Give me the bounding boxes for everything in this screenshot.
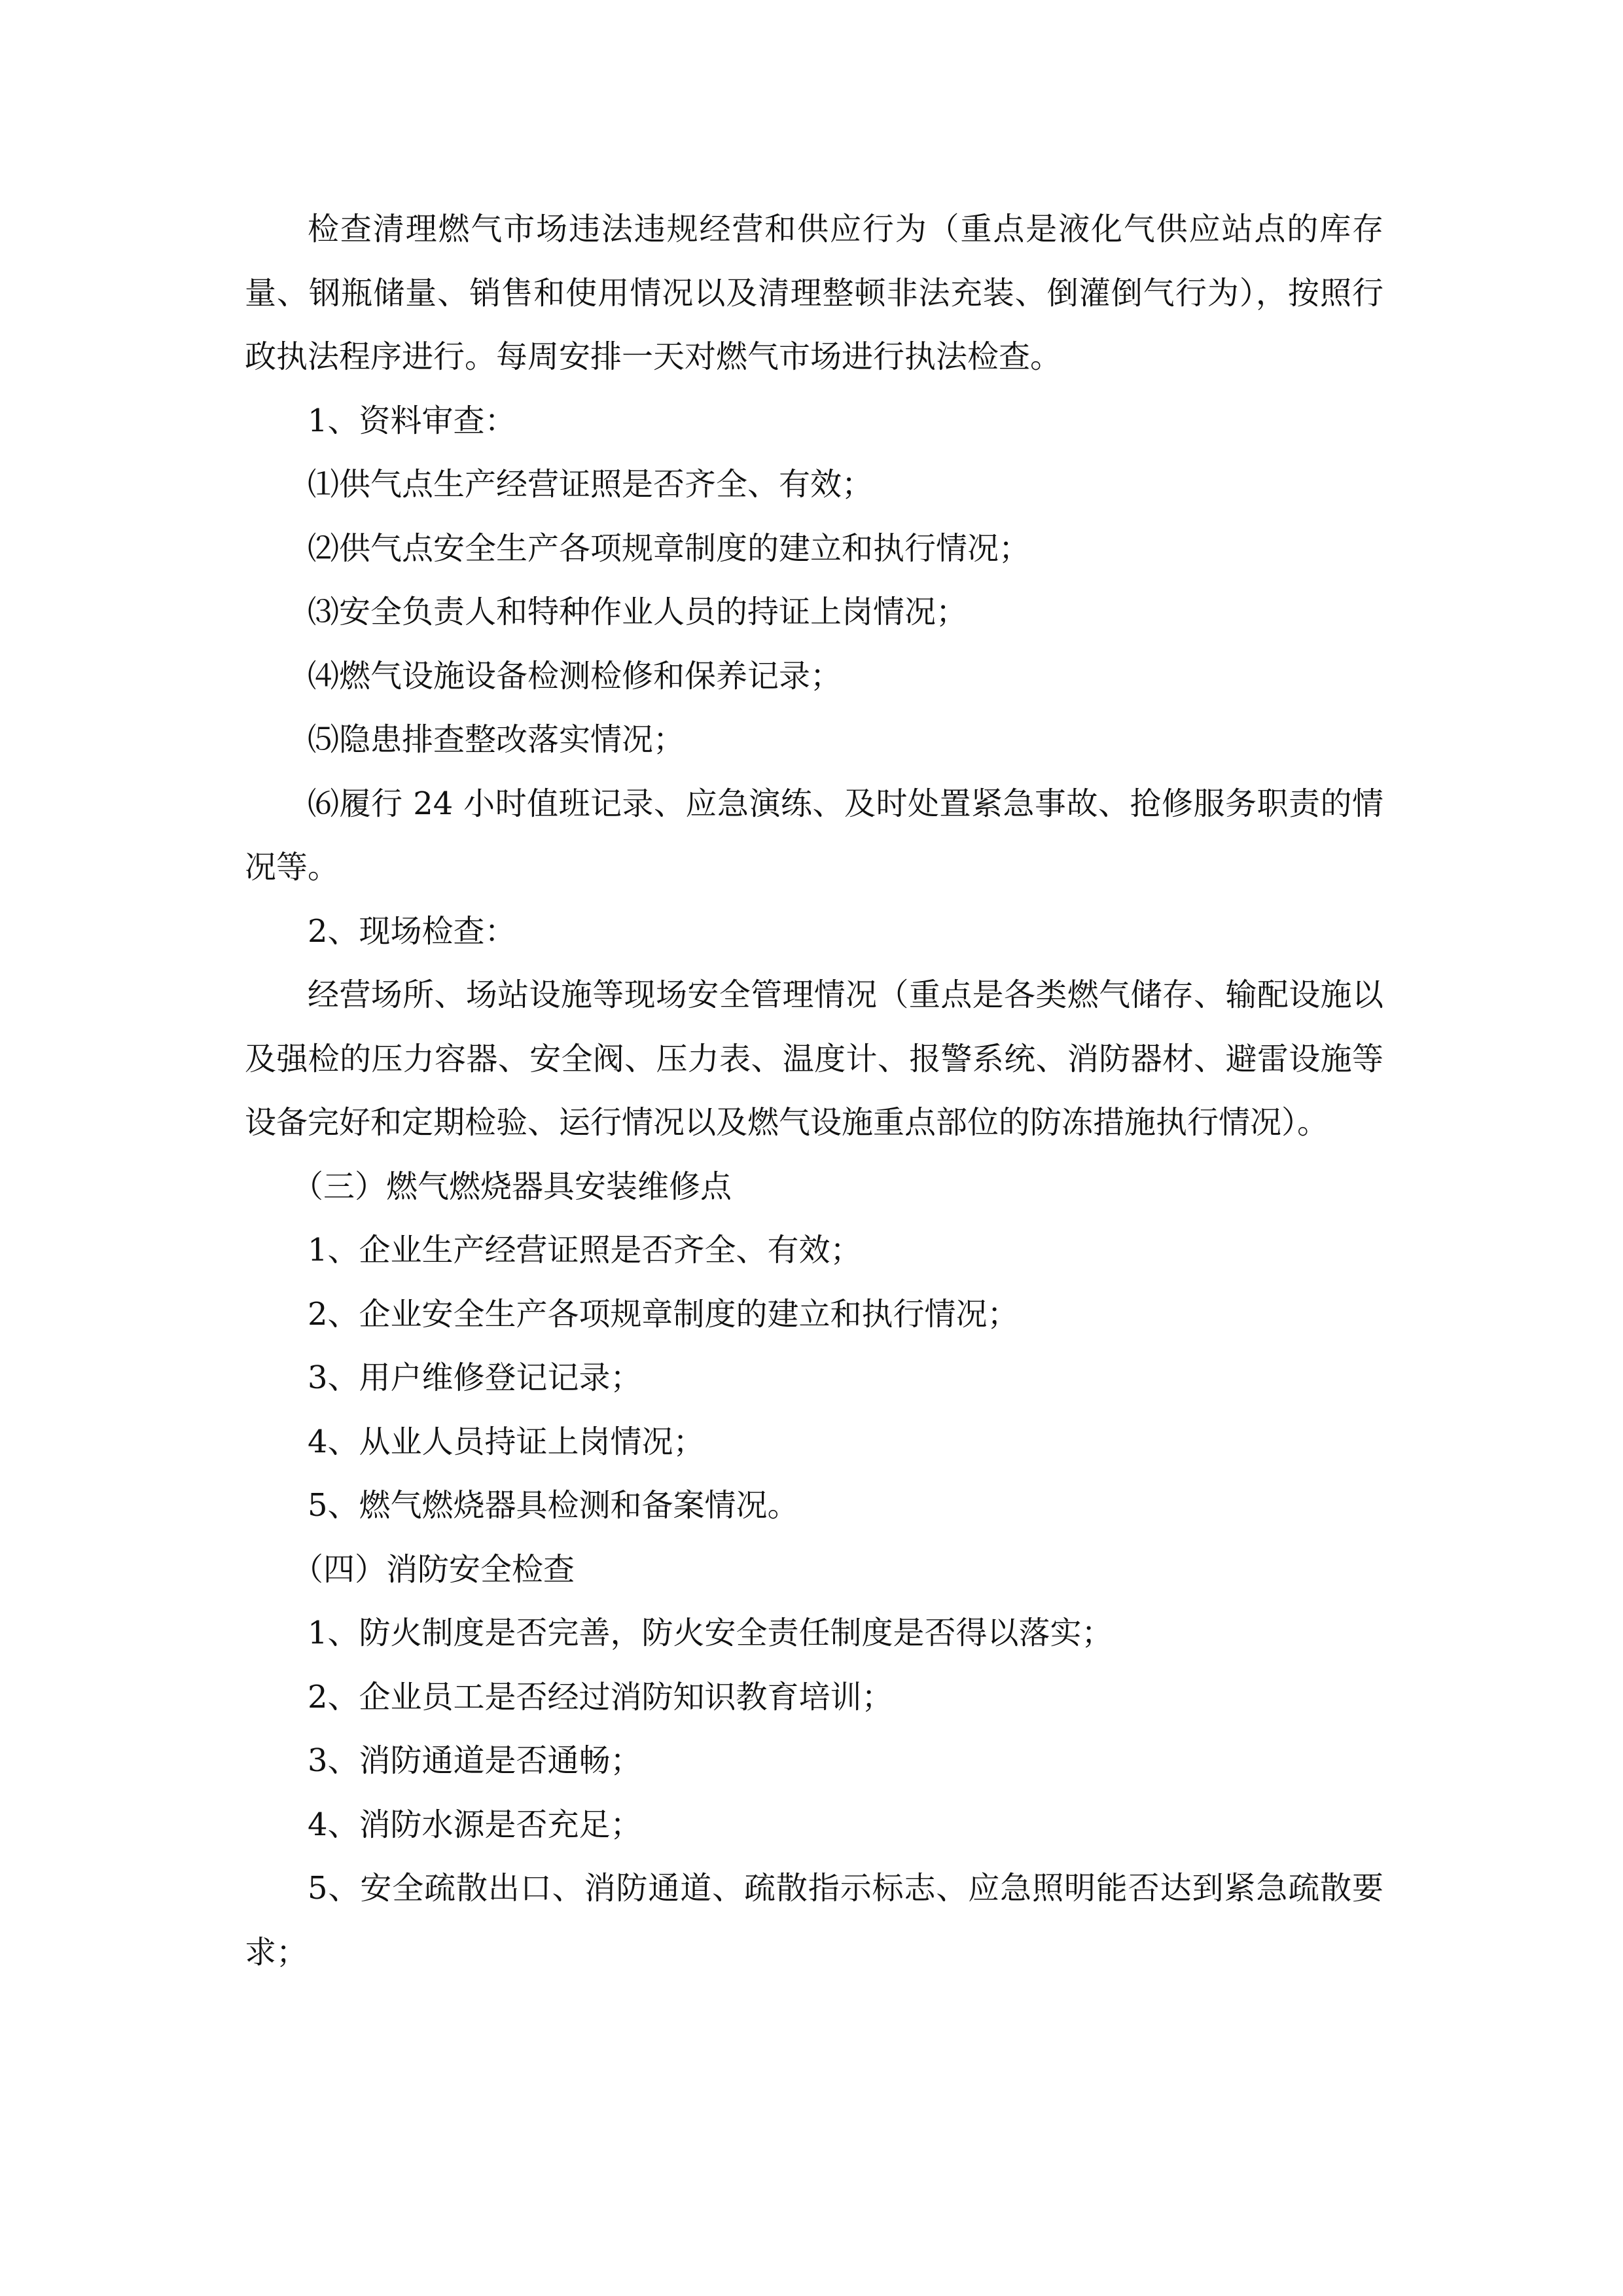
list-item: ⑶安全负责人和特种作业人员的持证上岗情况； (308, 594, 968, 630)
heading-site-inspection: 2、现场检查： (308, 912, 516, 950)
site-inspection-paragraph: 经营场所、场站设施等现场安全管理情况（重点是各类燃气储存、输配设施以及强检的压力容器、安全阀、压力表、温度计、报警系统、消防器材、避雷设施等设备完好和定期检验、运行情况以及燃气设施重点部位的防冻措施执行情况）。 (245, 977, 1383, 1141)
list-item: ⑵供气点安全生产各项规章制度的建立和执行情况； (308, 529, 1031, 567)
list-item: 5、安全疏散出口、消防通道、疏散指示标志、应急照明能否达到紧急疏散要求； (245, 1870, 1383, 1971)
list-item: 2、企业员工是否经过消防知识教育培训； (308, 1678, 893, 1715)
list-item: 5、燃气燃烧器具检测和备案情况。 (308, 1487, 799, 1524)
list-item: 3、用户维修登记记录； (308, 1359, 642, 1396)
section-heading-3: （三）燃气燃烧器具安装维修点 (292, 1168, 732, 1205)
list-item: 4、消防水源是否充足； (308, 1806, 642, 1843)
list-item: 2、企业安全生产各项规章制度的建立和执行情况； (308, 1295, 1019, 1333)
document-body (245, 198, 1383, 1984)
list-item: 1、防火制度是否完善，防火安全责任制度是否得以落实； (308, 1615, 1113, 1651)
list-item: ⑹履行 24 小时值班记录、应急演练、及时处置紧急事故、抢修服务职责的情况等。 (245, 785, 1383, 886)
list-item: ⑴供气点生产经营证照是否齐全、有效； (308, 466, 874, 503)
list-item: 1、企业生产经营证照是否齐全、有效； (308, 1232, 862, 1268)
list-item: 4、从业人员持证上岗情况； (308, 1423, 705, 1460)
heading-document-review: 1、资料审查： (308, 402, 516, 439)
list-item: 3、消防通道是否通畅； (308, 1742, 642, 1779)
section-heading-4: （四）消防安全检查 (292, 1551, 575, 1588)
list-item: ⑷燃气设施设备检测检修和保养记录； (308, 657, 842, 694)
intro-paragraph: 检查清理燃气市场违法违规经营和供应行为（重点是液化气供应站点的库存量、钢瓶储量、销售和使用情况以及清理整顿非法充装、倒灌倒气行为），按照行政执法程序进行。每周安排一天对燃气市场进行执法检查。 (245, 211, 1383, 375)
list-item: ⑸隐患排查整改落实情况； (308, 721, 685, 758)
